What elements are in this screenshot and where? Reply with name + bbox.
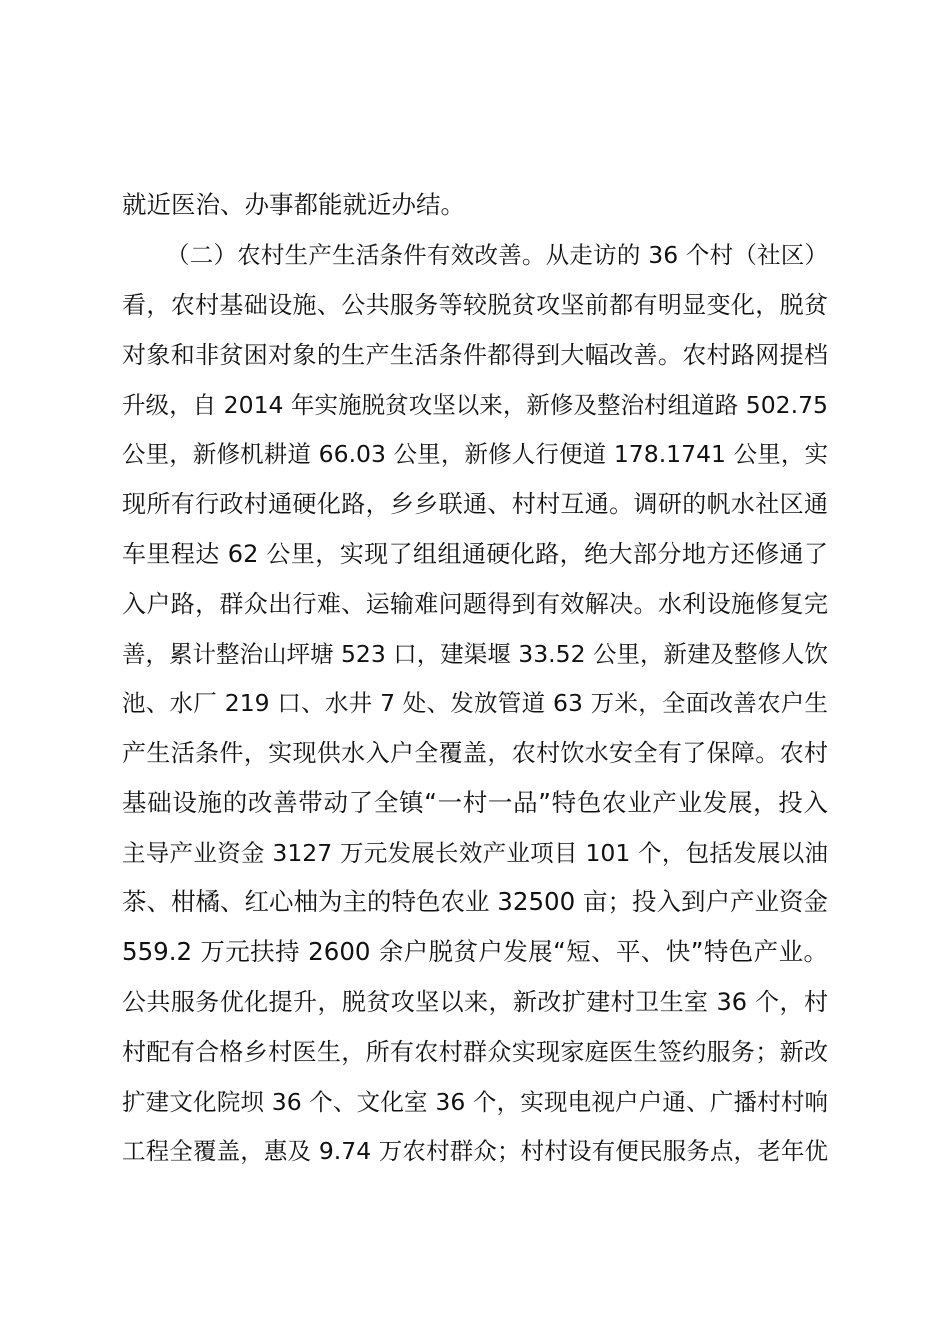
text-line: 现所有行政村通硬化路，乡乡联通、村村互通。调研的帆水社区通 (122, 490, 828, 518)
text-line: 559.2 万元扶持 2600 余户脱贫户发展“短、平、快”特色产业。 (122, 937, 828, 966)
text-line: 主导产业资金 3127 万元发展长效产业项目 101 个，包括发展以油 (122, 839, 828, 867)
text-line: 善，累计整治山坪塘 523 口，建渠堰 33.52 公里，新建及整修人饮 (122, 640, 828, 668)
text-line: 公共服务优化提升，脱贫攻坚以来，新改扩建村卫生室 36 个，村 (122, 988, 828, 1016)
text-line: 对象和非贫困对象的生产生活条件都得到大幅改善。农村路网提档 (122, 341, 828, 369)
text-line: 茶、柑橘、红心柚为主的特色农业 32500 亩；投入到户产业资金 (122, 887, 828, 916)
text-line: 扩建文化院坝 36 个、文化室 36 个，实现电视户户通、广播村村响 (122, 1088, 828, 1116)
text-line: 工程全覆盖，惠及 9.74 万农村群众；村村设有便民服务点，老年优 (122, 1137, 828, 1165)
text-line: 入户路，群众出行难、运输难问题得到有效解决。水利设施修复完 (122, 590, 828, 618)
text-line: 看，农村基础设施、公共服务等较脱贫攻坚前都有明显变化，脱贫 (122, 291, 828, 319)
text-line: 升级，自 2014 年实施脱贫攻坚以来，新修及整治村组道路 502.75 (122, 391, 828, 419)
section-heading-line: （二）农村生产生活条件有效改善。从走访的 36 个村（社区） (166, 241, 828, 269)
text-line: 就近医治、办事都能就近办结。 (122, 190, 465, 219)
text-line: 基础设施的改善带动了全镇“一村一品”特色农业产业发展，投入 (122, 788, 828, 817)
text-line: 产生活条件，实现供水入户全覆盖，农村饮水安全有了保障。农村 (122, 739, 828, 767)
text-line: 车里程达 62 公里，实现了组组通硬化路，绝大部分地方还修通了 (122, 540, 828, 568)
text-line: 公里，新修机耕道 66.03 公里，新修人行便道 178.1741 公里，实 (122, 440, 828, 468)
text-line: 池、水厂 219 口、水井 7 处、发放管道 63 万米，全面改善农户生 (122, 689, 828, 717)
text-line: 村配有合格乡村医生，所有农村群众实现家庭医生签约服务；新改 (122, 1038, 828, 1066)
